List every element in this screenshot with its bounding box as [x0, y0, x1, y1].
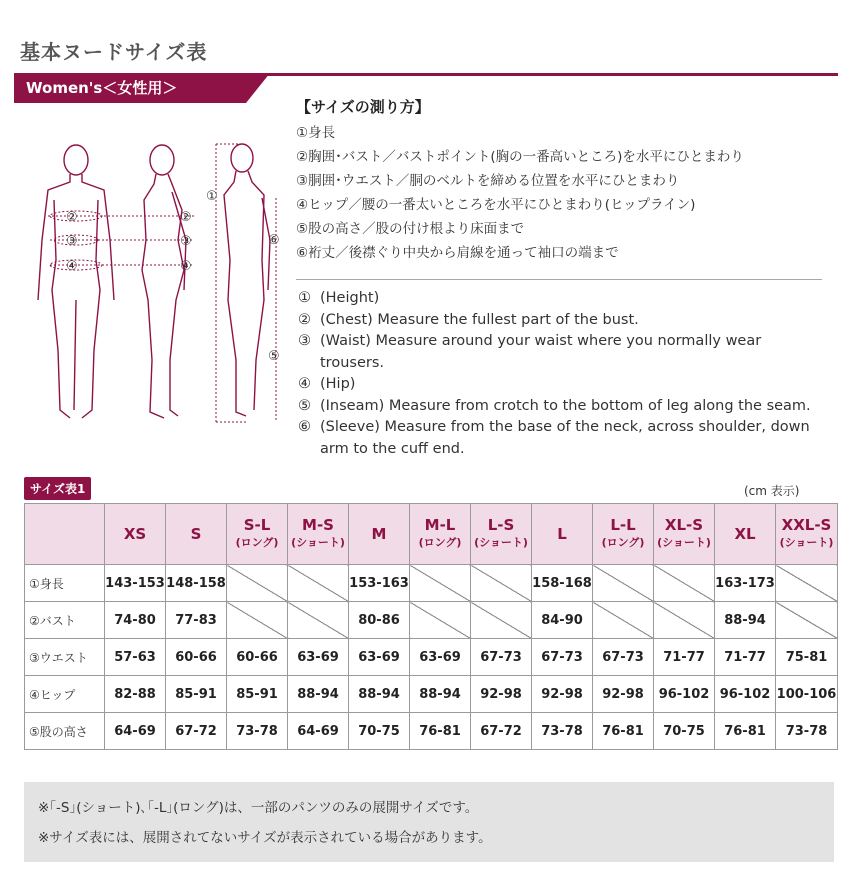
howto-en-num: ④	[298, 376, 311, 392]
column-header: XL-S (ショート)	[654, 504, 715, 565]
side-marker-chest: ②	[180, 210, 192, 225]
table-cell: 63-69	[349, 639, 410, 676]
row-label: ④ヒップ	[25, 676, 105, 713]
table-cell: 85-91	[166, 676, 227, 713]
table-cell-empty	[593, 565, 654, 602]
table-cell: 71-77	[654, 639, 715, 676]
table-cell: 64-69	[288, 713, 349, 750]
howto-en-text: (Height)	[320, 290, 380, 306]
table-cell-empty	[593, 602, 654, 639]
table-cell-empty	[654, 602, 715, 639]
column-header: XXL-S (ショート)	[776, 504, 838, 565]
howto-en-item	[298, 288, 828, 310]
table-cell: 84-90	[532, 602, 593, 639]
table-cell-empty	[288, 602, 349, 639]
table-cell: 88-94	[715, 602, 776, 639]
table-cell: 60-66	[227, 639, 288, 676]
front-marker-chest: ②	[66, 210, 78, 225]
note-text: ※サイズ表には、展開されてないサイズが表示されている場合があります。	[38, 830, 492, 846]
table-cell: 67-72	[471, 713, 532, 750]
table-cell-empty	[227, 602, 288, 639]
row-label: ⑤股の高さ	[25, 713, 105, 750]
table-cell: 64-69	[105, 713, 166, 750]
table-row	[25, 676, 838, 713]
back-marker-height: ①	[206, 189, 218, 204]
howto-divider	[296, 279, 822, 280]
table-cell: 76-81	[593, 713, 654, 750]
howto-en-num: ⑥	[298, 419, 311, 435]
side-marker-waist: ③	[180, 234, 192, 249]
table-cell: 74-80	[105, 602, 166, 639]
howto-jp-item: ⑥裄丈／後襟ぐり中央から肩線を通って袖口の端まで	[296, 245, 619, 261]
table-row	[25, 602, 838, 639]
column-header: L-L (ロング)	[593, 504, 654, 565]
table-cell: 88-94	[288, 676, 349, 713]
howto-en-num: ⑤	[298, 397, 311, 414]
table-cell: 67-72	[166, 713, 227, 750]
table-label: サイズ表1	[24, 477, 91, 500]
howto-en-list	[298, 288, 828, 460]
column-header: S-L (ロング)	[227, 504, 288, 565]
notes-box	[24, 782, 834, 862]
howto-en-item	[298, 310, 828, 332]
howto-en-text: (Hip)	[320, 376, 356, 392]
table-cell: 77-83	[166, 602, 227, 639]
column-header: S	[166, 504, 227, 565]
table-cell: 92-98	[593, 676, 654, 713]
unit-note: (cm 表示)	[744, 484, 800, 498]
side-marker-hip: ④	[180, 259, 192, 274]
table-cell-empty	[410, 602, 471, 639]
table-cell: 73-78	[227, 713, 288, 750]
table-cell: 92-98	[532, 676, 593, 713]
table-cell: 96-102	[715, 676, 776, 713]
table-cell: 73-78	[532, 713, 593, 750]
column-header: XL	[715, 504, 776, 565]
table-cell: 85-91	[227, 676, 288, 713]
table-cell: 88-94	[349, 676, 410, 713]
row-label: ③ウエスト	[25, 639, 105, 676]
howto-en-num: ①	[298, 290, 311, 306]
table-cell: 80-86	[349, 602, 410, 639]
note-text: ※｢-S｣(ショート)､｢-L｣(ロング)は、一部のパンツのみの展開サイズです。	[38, 800, 479, 816]
howto-en-item	[298, 396, 828, 418]
howto-en-text: (Waist) Measure around your waist where you normally wear trousers.	[320, 333, 762, 371]
back-marker-sleeve: ⑥	[268, 233, 280, 248]
size-table	[24, 503, 838, 750]
table-cell: 100-106	[776, 676, 838, 713]
table-cell-empty	[776, 565, 838, 602]
front-marker-waist: ③	[66, 234, 78, 249]
table-cell: 67-73	[593, 639, 654, 676]
howto-jp-item: ④ヒップ／腰の一番太いところを水平にひとまわり(ヒップライン)	[296, 197, 696, 213]
table-cell-empty	[471, 565, 532, 602]
table-cell: 57-63	[105, 639, 166, 676]
howto-jp-list	[296, 121, 836, 265]
howto-en-item	[298, 374, 828, 396]
table-cell-empty	[227, 565, 288, 602]
table-row	[25, 639, 838, 676]
table-cell: 82-88	[105, 676, 166, 713]
table-header-row	[25, 504, 838, 565]
table-row	[25, 713, 838, 750]
table-cell: 148-158	[166, 565, 227, 602]
front-figure	[38, 145, 114, 418]
howto-jp-item: ①身長	[296, 125, 336, 141]
table-cell: 88-94	[410, 676, 471, 713]
howto-en-text: (Inseam) Measure from crotch to the bottom of leg along the seam.	[320, 397, 811, 414]
howto-en-text: (Sleeve) Measure from the base of the neck, across shoulder, down arm to the cuff end.	[320, 419, 810, 457]
table-cell-empty	[288, 565, 349, 602]
howto-title: 【サイズの測り方】	[296, 98, 430, 116]
table-row	[25, 565, 838, 602]
column-header: M-S (ショート)	[288, 504, 349, 565]
table-cell: 75-81	[776, 639, 838, 676]
table-cell: 67-73	[532, 639, 593, 676]
howto-jp-item: ⑤股の高さ／股の付け根より床面まで	[296, 221, 525, 237]
column-header: XS	[105, 504, 166, 565]
table-cell: 143-153	[105, 565, 166, 602]
howto-en-item	[298, 331, 828, 374]
howto-jp-item: ③胴囲･ウエスト／胴のベルトを締める位置を水平にひとまわり	[296, 173, 680, 189]
column-header: L-S (ショート)	[471, 504, 532, 565]
table-cell-empty	[471, 602, 532, 639]
table-corner	[25, 504, 105, 565]
table-cell: 153-163	[349, 565, 410, 602]
column-header: L	[532, 504, 593, 565]
measurement-figures	[24, 140, 294, 440]
table-cell: 92-98	[471, 676, 532, 713]
row-label: ②バスト	[25, 602, 105, 639]
column-header: M	[349, 504, 410, 565]
table-cell: 63-69	[288, 639, 349, 676]
howto-en-text: (Chest) Measure the fullest part of the bust.	[320, 311, 639, 328]
row-label: ①身長	[25, 565, 105, 602]
howto-section	[296, 96, 836, 265]
table-cell: 63-69	[410, 639, 471, 676]
page-title: 基本ヌードサイズ表	[20, 40, 208, 64]
back-figure	[224, 144, 270, 416]
table-body	[25, 565, 838, 750]
howto-jp-item: ②胸囲･バスト／バストポイント(胸の一番高いところ)を水平にひとまわり	[296, 149, 744, 165]
howto-en-item	[298, 417, 828, 460]
howto-en-num: ③	[298, 333, 311, 349]
table-cell: 158-168	[532, 565, 593, 602]
table-cell: 163-173	[715, 565, 776, 602]
side-figure	[142, 145, 186, 418]
table-cell: 76-81	[715, 713, 776, 750]
column-header: M-L (ロング)	[410, 504, 471, 565]
table-cell: 73-78	[776, 713, 838, 750]
table-cell: 67-73	[471, 639, 532, 676]
table-cell: 70-75	[349, 713, 410, 750]
table-cell: 70-75	[654, 713, 715, 750]
section-tab-label: Women's＜女性用＞	[26, 79, 178, 97]
table-cell: 76-81	[410, 713, 471, 750]
front-marker-hip: ④	[66, 259, 78, 274]
section-tab	[14, 73, 270, 103]
table-cell-empty	[776, 602, 838, 639]
table-cell: 60-66	[166, 639, 227, 676]
back-marker-inseam: ⑤	[268, 349, 280, 364]
table-cell-empty	[654, 565, 715, 602]
table-cell-empty	[410, 565, 471, 602]
howto-en-num: ②	[298, 311, 311, 328]
table-cell: 96-102	[654, 676, 715, 713]
table-cell: 71-77	[715, 639, 776, 676]
